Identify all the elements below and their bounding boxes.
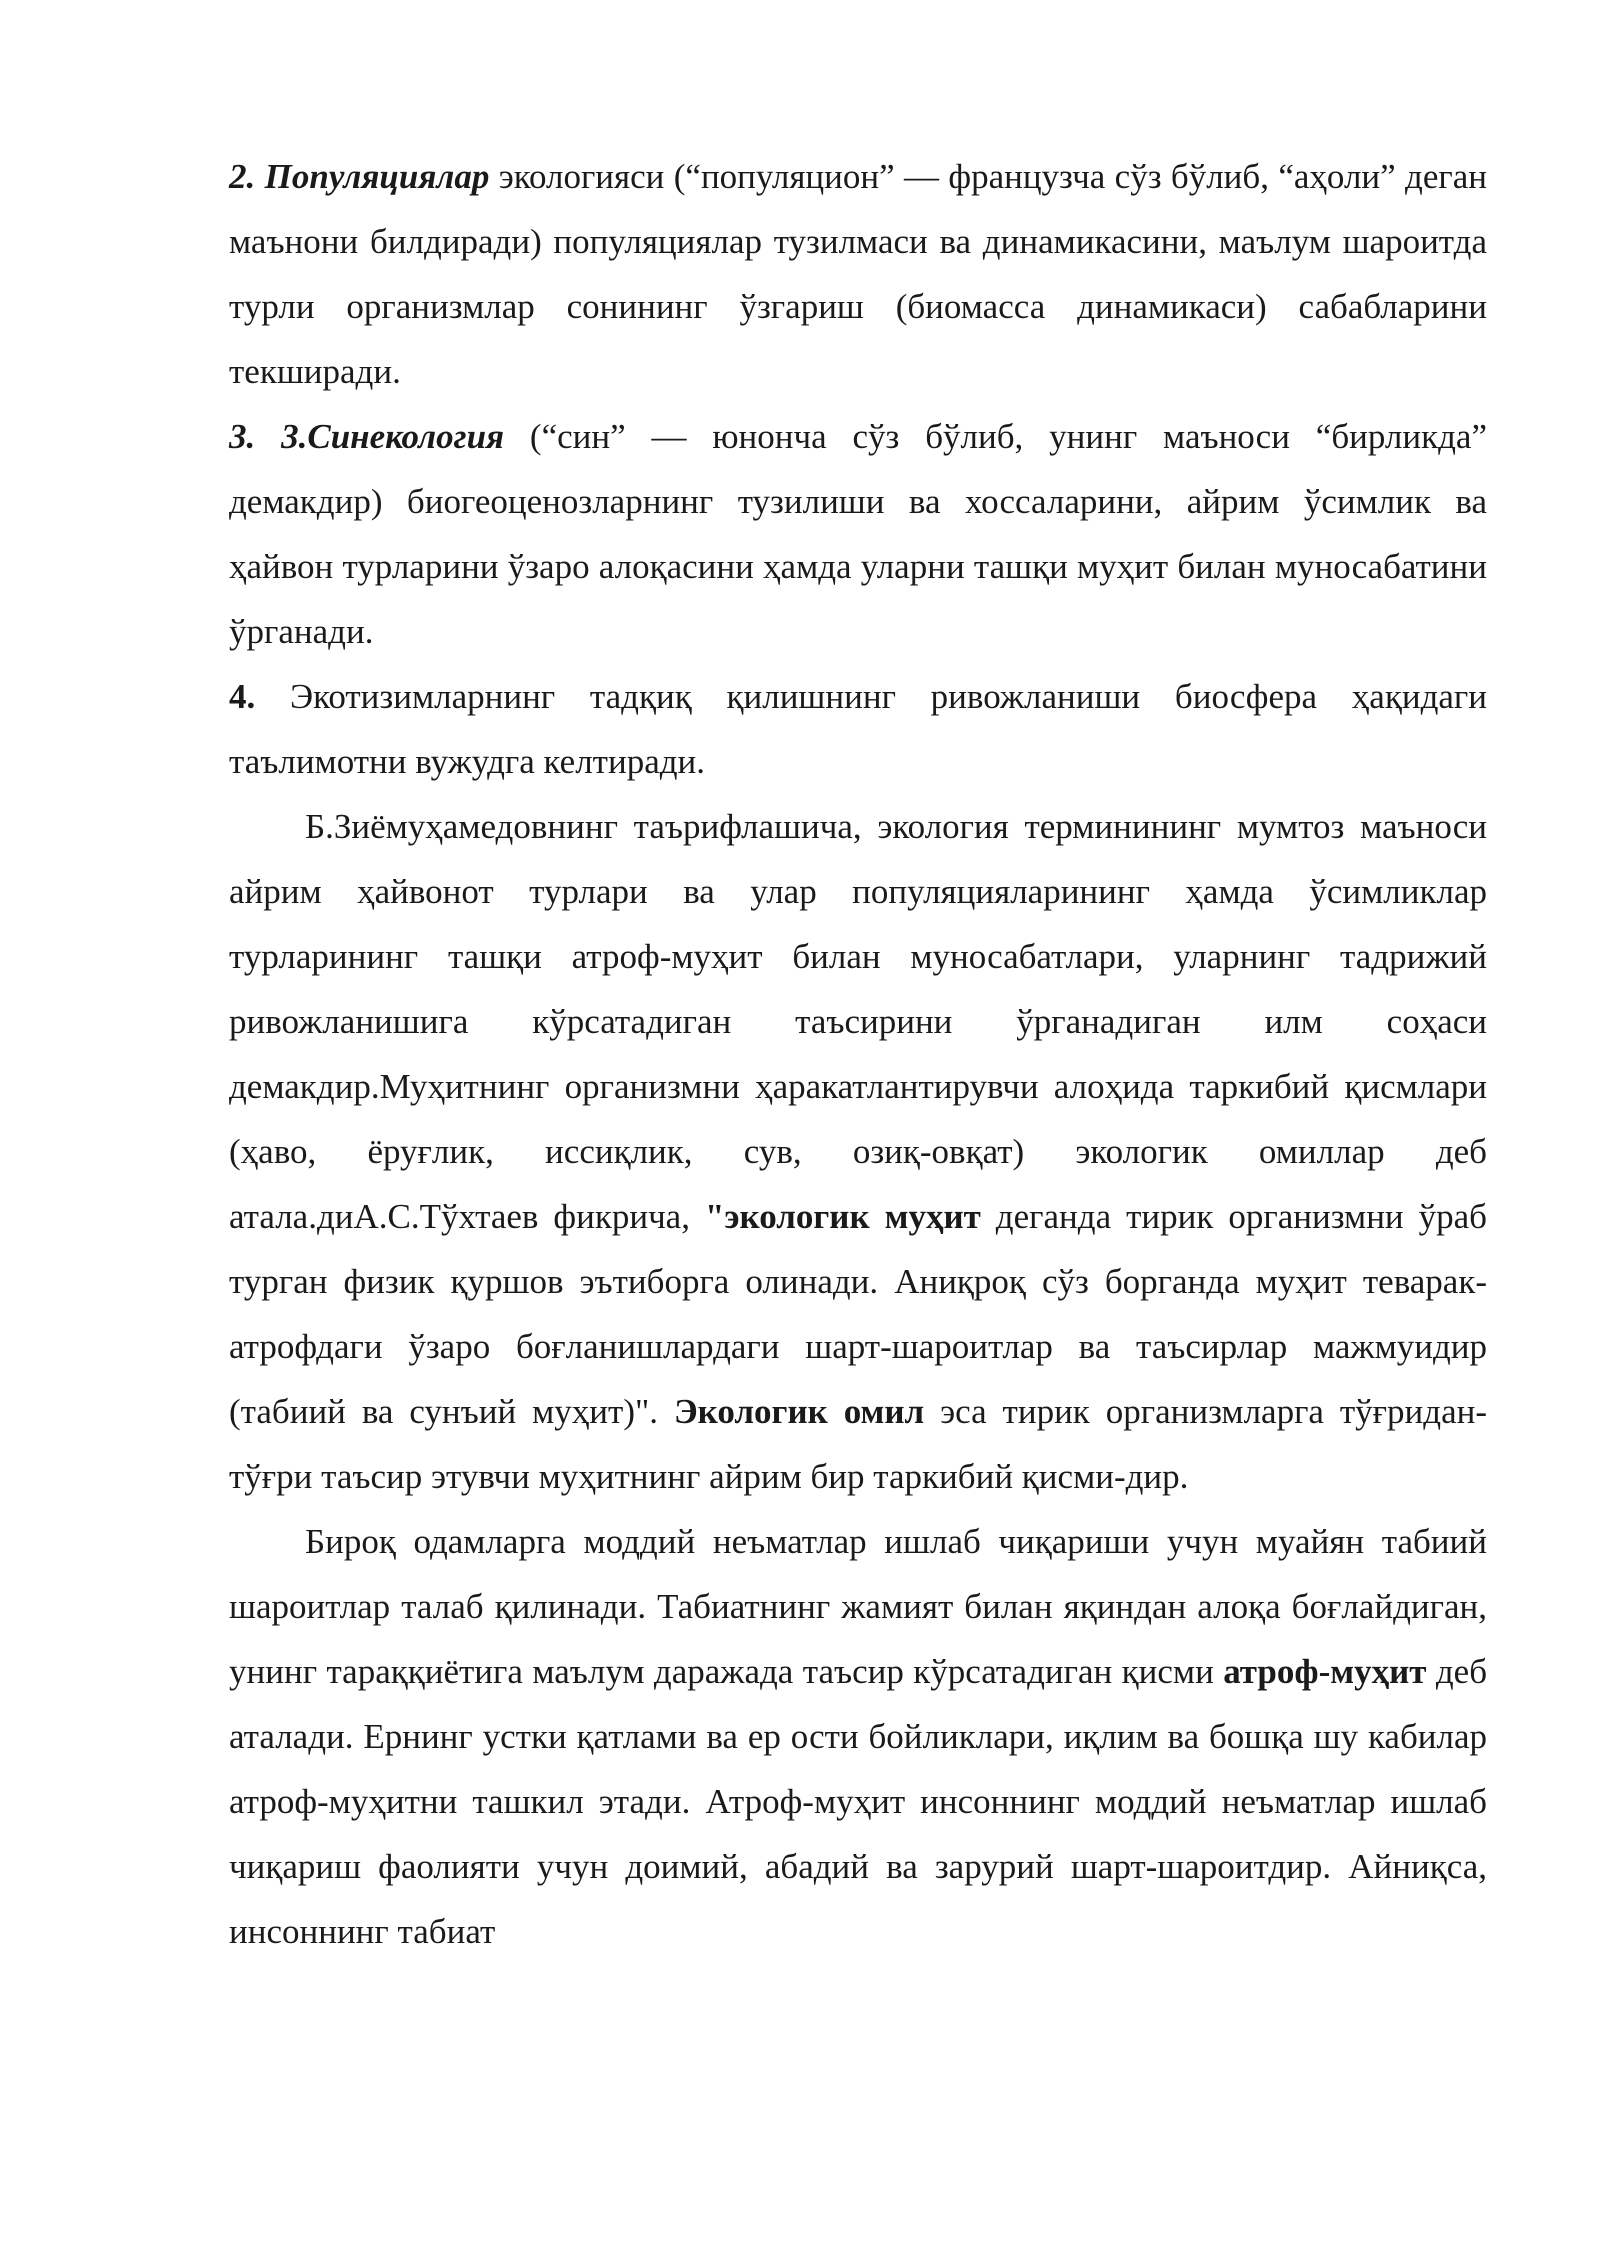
term-population: Популяциялар xyxy=(264,157,490,196)
paragraph-text: деб аталади. Ернинг устки қатлами ва ер ости бойликлари, иқлим ва бошқа шу кабилар атроф-муҳитни ташкил этади. Атроф-муҳит инсоннинг моддий неъматлар ишлаб чиқариш фаолияти учун доимий, абадий ва зарурий шарт-шароитдир. Айниқса, инсоннинг табиат xyxy=(229,1652,1487,1951)
term-synecology: 3.Синекология xyxy=(281,417,505,456)
paragraph-definition xyxy=(229,794,1487,1509)
paragraph-text: (“син” — юнонча сўз бўлиб, унинг маъноси “бирликда” демакдир) биогеоценозларнинг тузилиши ва хоссаларини, айрим ўсимлик ва ҳайвон турларини ўзаро алоқасини ҳамда уларни ташқи муҳит билан муносабатини ўрганади. xyxy=(229,417,1487,651)
paragraph-text: Экотизимларнинг тадқиқ қилишнинг ривожланиши биосфера ҳақидаги таълимотни вужудга келтиради. xyxy=(229,677,1487,781)
paragraph-ecosystems xyxy=(229,664,1487,794)
document-body xyxy=(229,144,1487,1964)
paragraph-population-ecology xyxy=(229,144,1487,404)
paragraph-synecology xyxy=(229,404,1487,664)
paragraph-text: экологияси (“популяцион” — французча сўз бўлиб, “аҳоли” деган маънони билдиради) популяциялар тузилмаси ва динамикасини, маълум шароитда турли организмлар сонининг ўзгариш (биомасса динамикаси) сабабларини текширади. xyxy=(229,157,1487,391)
list-number: 2. xyxy=(229,157,256,196)
term-ecological-environment: "экологик муҳит xyxy=(704,1197,981,1236)
term-surrounding-environment: атроф-муҳит xyxy=(1223,1652,1427,1691)
paragraph-text: эса тирик организмларга тўғридан-тўғри таъсир этувчи муҳитнинг айрим бир таркибий қисми-дир. xyxy=(229,1392,1487,1496)
term-ecological-factor: Экологик омил xyxy=(673,1392,925,1431)
paragraph-text: Бироқ одамларга моддий неъматлар ишлаб чиқариши учун муайян табиий шароитлар талаб қилинади. Табиатнинг жамият билан яқиндан алоқа боғлайдиган, унинг тараққиётига маълум даражада таъсир кўрсатадиган қисми xyxy=(229,1522,1487,1691)
paragraph-environment xyxy=(229,1509,1487,1964)
list-number: 3. xyxy=(229,417,256,456)
paragraph-text: Б.Зиёмуҳамедовнинг таърифлашича, экология терминининг мумтоз маъноси айрим ҳайвонот турлари ва улар популяцияларининг ҳамда ўсимликлар турларининг ташқи атроф-муҳит билан муносабатлари, уларнинг тадрижий ривожланишига кўрсатадиган таъсирини ўрганадиган илм соҳаси демакдир.Муҳитнинг организмни ҳаракатлантирувчи алоҳида таркибий қисмлари (ҳаво, ёруғлик, иссиқлик, сув, озиқ-овқат) экологик омиллар деб атала.диА.С.Тўхтаев фикрича, xyxy=(229,807,1487,1236)
paragraph-text: деганда тирик организмни ўраб турган физик қуршов эътиборга олинади. Аниқроқ сўз борганда муҳит теварак-атрофдаги ўзаро боғланишлардаги шарт-шароитлар ва таъсирлар мажмуидир (табиий ва сунъий муҳит)". xyxy=(229,1197,1487,1431)
list-number: 4. xyxy=(229,677,256,716)
